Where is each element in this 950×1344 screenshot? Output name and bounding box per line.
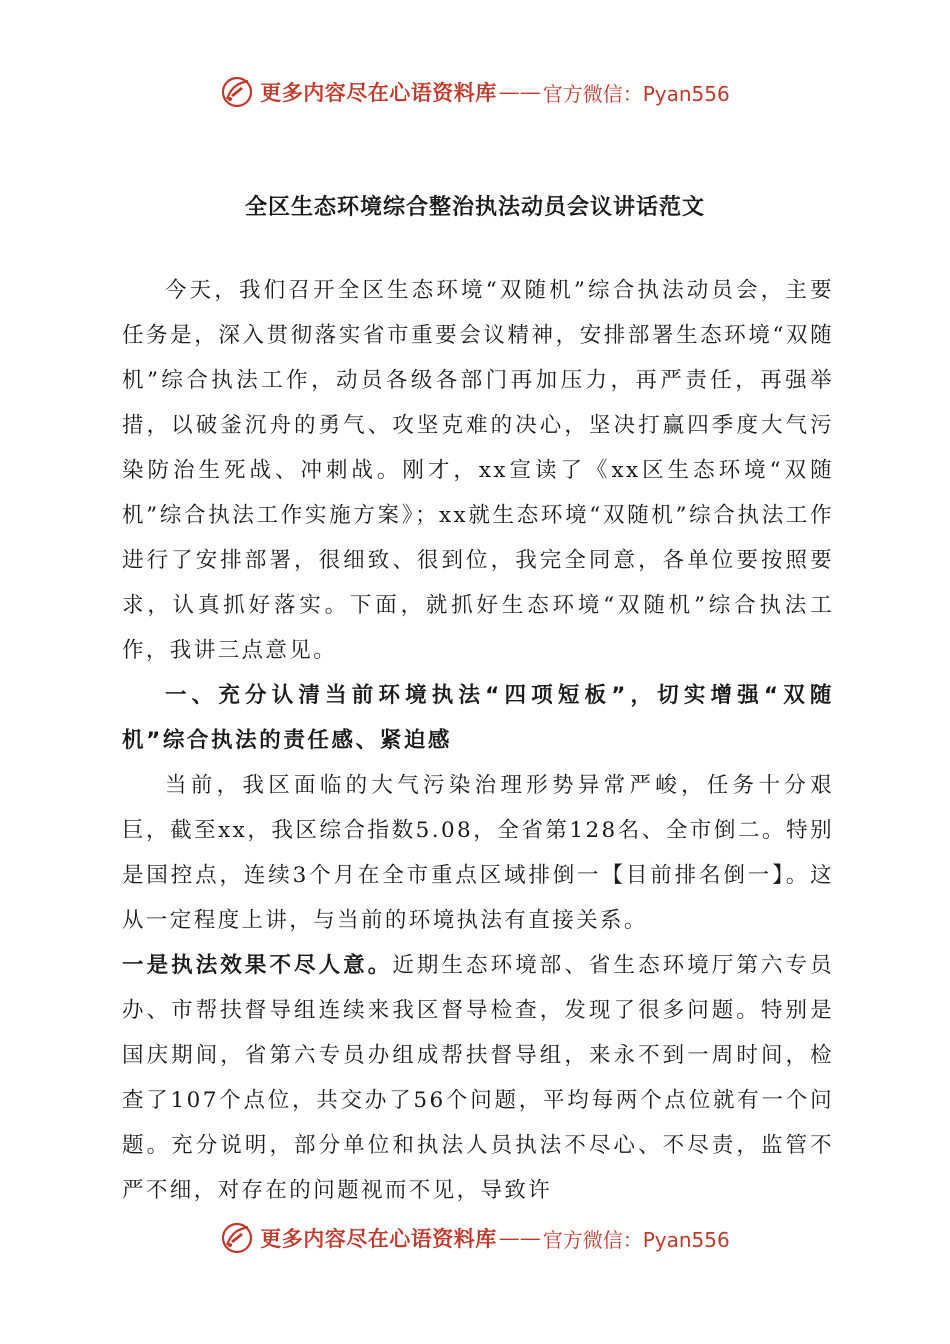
- watermark-text: 更多内容尽在心语资料库: [260, 80, 497, 105]
- document-title: 全区生态环境综合整治执法动员会议讲话范文: [244, 195, 705, 220]
- paragraph-point-1: [122, 943, 834, 1213]
- watermark-wechat: 官方微信：Pyan556: [542, 81, 730, 106]
- watermark-wechat: 官方微信：Pyan556: [542, 1227, 730, 1252]
- document-body: [122, 268, 834, 1213]
- brand-logo-icon: [220, 1221, 254, 1255]
- paragraph-intro: 今天，我们召开全区生态环境“双随机”综合执法动员会，主要任务是，深入贯彻落实省市重要会议精神，安排部署生态环境“双随机”综合执法工作，动员各级各部门再加压力，再严责任，再强举措，以破釜沉舟的勇气、攻坚克难的决心，坚决打赢四季度大气污染防治生死战、冲刺战。刚才，xx宣读了《xx区生态环境“双随机”综合执法工作实施方案》；xx就生态环境“双随机”综合执法工作进行了安排部署，很细致、很到位，我完全同意，各单位要按照要求，认真抓好落实。下面，就抓好生态环境“双随机”综合执法工作，我讲三点意见。: [122, 278, 834, 663]
- watermark-text: 更多内容尽在心语资料库: [260, 1226, 497, 1251]
- paragraph-situation: 当前，我区面临的大气污染治理形势异常严峻，任务十分艰巨，截至xx，我区综合指数5.08，全省第128名、全市倒二。特别是国控点，连续3个月在全市重点区域排倒一【目前排名倒一】。这从一定程度上讲，与当前的环境执法有直接关系。: [122, 773, 834, 933]
- watermark-separator: ——: [498, 1226, 541, 1250]
- point-1-text: 近期生态环境部、省生态环境厅第六专员办、市帮扶督导组连续来我区督导检查，发现了很多问题。特别是国庆期间，省第六专员办组成帮扶督导组，来永不到一周时间，检查了107个点位，共交办了56个问题，平均每两个点位就有一个问题。充分说明，部分单位和执法人员执法不尽心、不尽责，监管不严不细，对存在的问题视而不见，导致许: [122, 953, 834, 1203]
- watermark-banner-top: [0, 72, 950, 112]
- brand-logo-icon: [220, 75, 254, 109]
- watermark-separator: ——: [498, 80, 541, 104]
- section-heading-1: 一、充分认清当前环境执法“四项短板”，切实增强“双随机”综合执法的责任感、紧迫感: [122, 683, 834, 753]
- point-1-lead: 一是执法效果不尽人意。: [122, 953, 393, 978]
- watermark-banner-bottom: [0, 1218, 950, 1258]
